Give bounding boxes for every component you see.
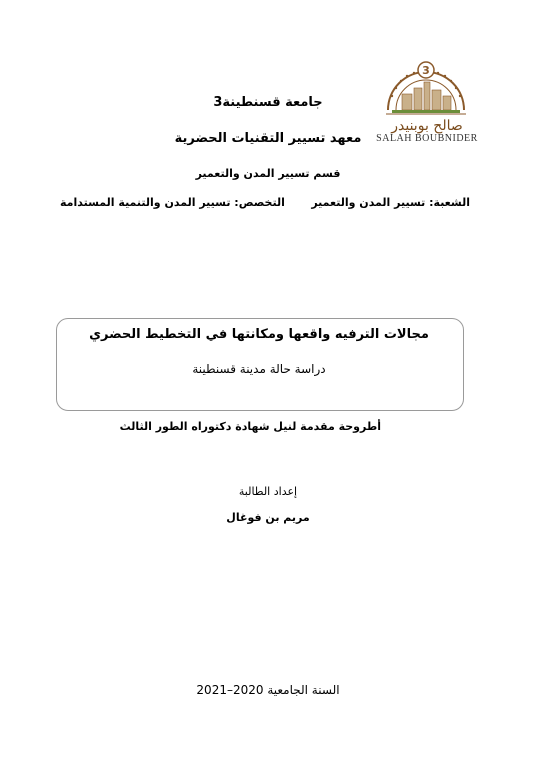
specialty-label: التخصص: تسيير المدن والتنمية المستدامة	[60, 196, 285, 209]
thesis-subtitle: دراسة حالة مدينة قسنطينة	[192, 362, 326, 376]
institute-name: معهد تسيير التقنيات الحضرية	[174, 131, 362, 146]
logo-arabic-name: صالح بوبنيدر	[391, 118, 463, 134]
department-name: قسم تسيير المدن والتعمير	[195, 167, 341, 180]
thesis-title: مجالات الترفيه واقعها ومكانتها في التخطيط الحضري	[89, 327, 429, 342]
svg-text:3: 3	[422, 64, 430, 77]
thesis-purpose: أطروحة مقدمة لنيل شهادة دكتوراه الطور الثالث	[119, 420, 381, 433]
prepared-by-label: إعداد الطالبة	[238, 485, 298, 498]
branch-label: الشعبة: تسيير المدن والتعمير	[311, 196, 470, 209]
university-name: جامعة قسنطينة3	[213, 95, 323, 110]
logo-latin-name: SALAH BOUBNIDER	[376, 133, 478, 144]
student-name: مريم بن فوغال	[226, 511, 310, 524]
academic-year: السنة الجامعية 2020–2021	[196, 683, 340, 697]
